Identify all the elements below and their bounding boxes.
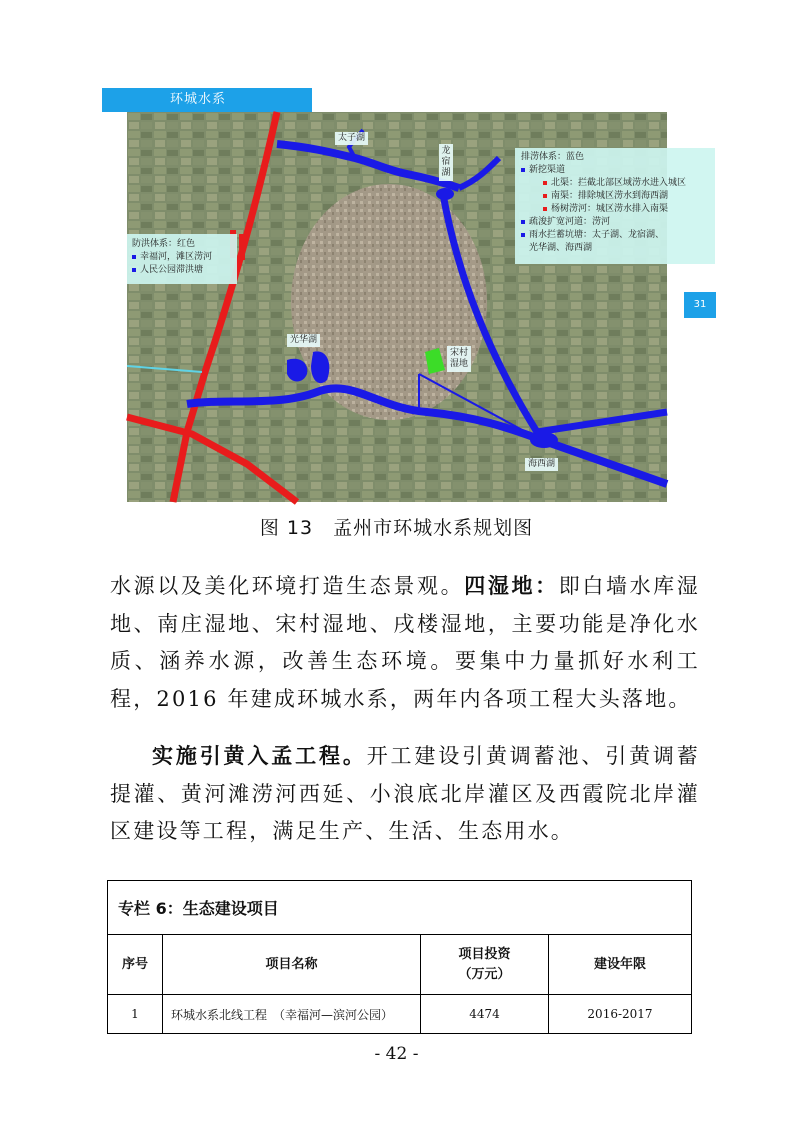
water-system-map [127,112,687,502]
label-haixi-lake: 海西湖 [525,458,558,471]
header-name: 项目名称 [163,935,421,995]
legend-item: 杨树涝河：城区涝水排入南渠 [521,203,709,216]
legend-item: 北渠：拦截北部区域涝水进入城区 [521,177,709,190]
bold-heading-wetlands: 四湿地： [464,574,559,598]
table-title: 专栏 6：生态建设项目 [108,881,692,935]
urban-area [291,184,487,420]
flood-pond-2 [239,234,245,260]
cell-name: 环城水系北线工程 （幸福河—滨河公园） [163,995,421,1034]
legend-item: 幸福河，滩区涝河 [132,251,232,264]
page-tab-badge: 31 [684,292,716,318]
longsu-lake-shape [436,188,454,200]
legend-item: 新挖渠道 [521,164,709,177]
header-investment: 项目投资 （万元） [421,935,549,995]
legend-item: 人民公园滞洪塘 [132,264,232,277]
cell-no: 1 [108,995,163,1034]
bold-heading-yellow-river: 实施引黄入孟工程。 [152,744,367,768]
haixi-lake-shape [530,432,558,448]
cell-period: 2016-2017 [549,995,692,1034]
legend-item: 疏浚扩宽河道：涝河 [521,216,709,229]
legend-item: 南渠：排除城区涝水到海西湖 [521,190,709,203]
label-guanghua-lake: 光华湖 [287,334,320,347]
drainage-legend-title: 排涝体系：蓝色 [521,152,585,162]
label-longsu-lake: 龙宿湖 [439,144,453,181]
legend-item: 雨水拦蓄坑塘：太子湖、龙宿湖、 [521,229,709,242]
label-taizi-lake: 太子湖 [335,132,368,145]
label-songcun-wetland: 宋村湿地 [447,346,471,372]
figure-caption: 图 13 孟州市环城水系规划图 [259,517,534,539]
ecology-projects-table [107,880,692,1034]
table-row [108,995,692,1034]
header-no: 序号 [108,935,163,995]
page-number: - 42 - [374,1044,419,1064]
paragraph-yellow-river: 实施引黄入孟工程。开工建设引黄调蓄池、引黄调蓄提灌、黄河滩涝河西延、小浪底北岸灌区及西霞院北岸灌区建设等工程，满足生产、生活、生态用水。 [110,744,700,843]
header-period: 建设年限 [549,935,692,995]
drainage-legend [515,148,715,264]
flood-legend [127,234,237,284]
cell-investment: 4474 [421,995,549,1034]
map-title-banner: 环城水系 [102,88,312,112]
legend-item: 光华湖、海西湖 [529,243,593,253]
flood-legend-title: 防洪体系：红色 [132,239,196,249]
paragraph-wetlands: 水源以及美化环境打造生态景观。四湿地：即白墙水库湿地、南庄湿地、宋村湿地、戌楼湿地，主要功能是净化水质、涵养水源，改善生态环境。要集中力量抓好水利工程，2016 年建成环城水系，两年内各项工程大头落地。 [110,574,700,711]
